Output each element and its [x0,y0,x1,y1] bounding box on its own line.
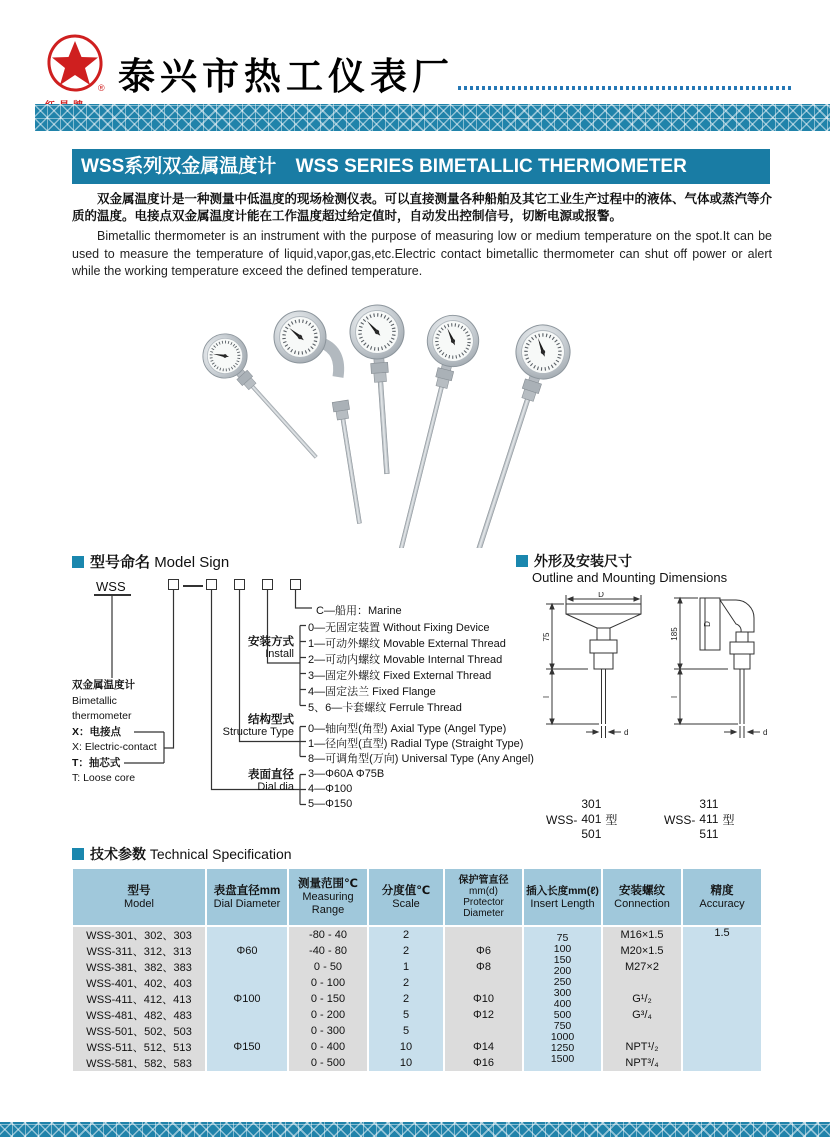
dial-group-cell: Φ150 [206,1023,288,1071]
product-name-block [72,678,157,787]
accuracy-cell: 1.5 [682,926,762,1071]
scale-cell: 2 [368,975,444,991]
dial-group-cell: Φ60 [206,926,288,975]
product-line: T：抽芯式 [72,756,121,769]
install-option: 3—固定外螺纹 Fixed External Thread [308,670,492,682]
install-option: 0—无固定装置 Without Fixing Device [308,622,490,634]
series-title-bar [72,149,770,184]
range-cell: -80 - 40 [288,926,368,943]
decorative-band-top [35,104,830,131]
type-number: 501 [581,827,602,841]
type-prefix: WSS- [546,812,578,827]
type-label-right [664,797,735,842]
outline-heading [516,551,632,571]
company-name: 泰兴市热工仪表厂 [118,56,454,97]
spec-row [72,1023,762,1039]
product-line: X：电接点 [72,725,122,738]
model-cell: WSS-481、482、483 [72,1007,206,1023]
install-label-en: Install [265,648,294,660]
model-code-box-2 [206,579,217,590]
protector-cell: Φ10 [444,991,523,1007]
product-line: Bimetallic [72,694,117,707]
spec-row [72,1055,762,1071]
type-number: 311 [699,797,719,811]
model-cell: WSS-381、382、383 [72,959,206,975]
col-measuring-range: 测量范围℃ Measuring Range [288,868,368,926]
col-insert-length: 插入长度mm(ℓ) Insert Length [523,868,602,926]
model-prefix-underline [94,594,131,596]
dial-dia-option: 4—Φ100 [308,783,353,795]
connection-cell: M27×2 [602,959,682,975]
spec-row [72,1039,762,1055]
scale-cell: 5 [368,1023,444,1039]
red-star-logo [42,33,114,99]
spec-row [72,1007,762,1023]
section-square-icon [72,556,84,568]
model-code-dash [183,585,203,587]
spec-row [72,926,762,943]
product-line: 双金属温度计 [72,679,135,691]
intro-paragraph-en: Bimetallic thermometer is an instrument with the purpose of measuring low or medium temperature on the spot.It can be used to measure the temperature of liquid,vapor,gas,etc.Electric contact bimetallic thermometer can shut off power or alert while the working temperature exceed the defined temperature. [72,229,772,278]
protector-cell: Φ6 [444,943,523,959]
connection-cell: M16×1.5 [602,926,682,943]
spec-row [72,991,762,1007]
scale-cell: 10 [368,1055,444,1071]
type-number: 401 [581,812,602,826]
series-title-en: WSS SERIES BIMETALLIC THERMOMETER [295,156,687,177]
col-dial-diameter: 表盘直径mm Dial Diameter [206,868,288,926]
model-cell: WSS-401、402、403 [72,975,206,991]
model-sign-heading-zh: 型号命名 [90,554,151,571]
type-number: 411 [699,812,719,826]
scale-cell: 1 [368,959,444,975]
dial-group-cell: Φ100 [206,975,288,1023]
dotted-divider [458,86,794,90]
dial-dia-label-zh: 表面直径 [248,769,294,781]
model-code-box-1 [168,579,179,590]
install-label-zh: 安装方式 [248,636,294,648]
connection-cell: NPT¹/₂ [602,1039,682,1055]
product-line: thermometer [72,710,132,722]
range-cell: 0 - 400 [288,1039,368,1055]
scale-cell: 10 [368,1039,444,1055]
col-accuracy: 精度 Accuracy [682,868,762,926]
intro-text [72,191,772,281]
dim-D-right: D [703,621,712,627]
scale-cell: 2 [368,991,444,1007]
dim-l-right: l [670,696,679,698]
protector-cell: Φ12 [444,1007,523,1023]
type-number: 511 [699,827,719,841]
model-cell: WSS-311、312、313 [72,943,206,959]
spec-header-row [72,868,762,926]
section-square-icon [72,848,84,860]
registered-mark: ® [98,83,105,93]
decorative-band-bottom [0,1122,830,1137]
protector-cell: Φ8 [444,959,523,975]
outline-heading-zh: 外形及安装尺寸 [534,553,632,569]
spec-heading [72,844,292,864]
range-cell: -40 - 80 [288,943,368,959]
spec-row [72,975,762,991]
structure-option: 8—可调角型(万向) Universal Type (Any Angel) [308,753,534,765]
model-cell: WSS-501、502、503 [72,1023,206,1039]
model-prefix: WSS [96,579,126,594]
type-prefix: WSS- [664,812,696,827]
connection-cell [602,1023,682,1039]
structure-label-en: Structure Type [222,726,294,738]
type-number: 301 [581,797,602,811]
install-option: 5、6—卡套螺纹 Ferrule Thread [308,702,462,714]
model-cell: WSS-301、302、303 [72,926,206,943]
protector-cell [444,1023,523,1039]
connection-cell: G³/₄ [602,1007,682,1023]
model-sign-diagram [72,578,534,836]
dial-dia-option: 5—Φ150 [308,798,353,810]
outline-heading-en: Outline and Mounting Dimensions [532,570,728,585]
marine-option: C—船用：Marine [316,605,402,617]
structure-label-zh: 结构型式 [248,714,294,726]
type-suffix: 型 [605,813,618,827]
model-code-box-4 [262,579,273,590]
range-cell: 0 - 150 [288,991,368,1007]
type-label-left [546,797,617,842]
section-square-icon [516,555,528,567]
range-cell: 0 - 200 [288,1007,368,1023]
type-numbers [581,797,601,842]
col-protector-diameter: 保护管直径 mm(d) Protector Diameter [444,868,523,926]
install-option: 1—可动外螺纹 Movable External Thread [308,638,506,650]
connection-cell: M20×1.5 [602,943,682,959]
install-option: 4—固定法兰 Fixed Flange [308,686,436,698]
model-sign-heading [72,551,229,572]
protector-cell: Φ14 [444,1039,523,1055]
model-cell: WSS-411、412、413 [72,991,206,1007]
install-option: 2—可动内螺纹 Movable Internal Thread [308,654,503,666]
spec-heading-zh: 技术参数 [90,846,146,862]
intro-paragraph-zh: 双金属温度计是一种测量中低温度的现场检测仪表。可以直接测量各种船舶及其它工业生产过程中的液体、气体或蒸汽等介质的温度。电接点双金属温度计能在工作温度超过给定值时，自动发出控制信号，切断电源或报警。 [72,192,773,223]
spec-row [72,943,762,959]
spec-table [71,867,763,1071]
dial-dia-option: 3—Φ60A Φ75B [308,768,385,780]
type-numbers [699,797,718,842]
connection-cell: G¹/₂ [602,991,682,1007]
protector-cell [444,975,523,991]
product-photos [155,280,675,548]
col-scale: 分度值℃ Scale [368,868,444,926]
protector-cell: Φ16 [444,1055,523,1071]
structure-option: 0—轴向型(角型) Axial Type (Angel Type) [308,723,507,735]
scale-cell: 5 [368,1007,444,1023]
dim-l-left: l [542,696,551,698]
spec-heading-en: Technical Specification [149,846,292,862]
insert-length-cell: 75 100 150 200 250 300 400 500 750 1000 1250 1500 [523,926,602,1071]
model-cell: WSS-511、512、513 [72,1039,206,1055]
model-code-box-3 [234,579,245,590]
dial-dia-label-en: Dial dia [257,781,294,793]
model-code-box-5 [290,579,301,590]
range-cell: 0 - 100 [288,975,368,991]
dim-d-right: d [763,728,768,737]
connection-cell: NPT³/₄ [602,1055,682,1071]
scale-cell: 2 [368,926,444,943]
protector-cell [444,926,523,943]
range-cell: 0 - 50 [288,959,368,975]
type-suffix: 型 [722,813,735,827]
dim-D-left: D [598,592,604,599]
dim-d-left: d [624,728,629,737]
scale-cell: 2 [368,943,444,959]
product-line: X: Electric-contact [72,741,157,753]
dimension-drawings [538,592,830,798]
series-title-zh: WSS系列双金属温度计 [81,156,277,177]
range-cell: 0 - 500 [288,1055,368,1071]
structure-option: 1—径向型(直型) Radial Type (Straight Type) [308,738,524,750]
model-sign-heading-en: Model Sign [154,554,230,571]
dim-75: 75 [542,632,551,642]
col-model: 型号 Model [72,868,206,926]
col-connection: 安装螺纹 Connection [602,868,682,926]
product-line: T: Loose core [72,772,136,784]
connection-cell [602,975,682,991]
range-cell: 0 - 300 [288,1023,368,1039]
spec-row [72,959,762,975]
model-cell: WSS-581、582、583 [72,1055,206,1071]
dim-185: 185 [670,627,679,641]
